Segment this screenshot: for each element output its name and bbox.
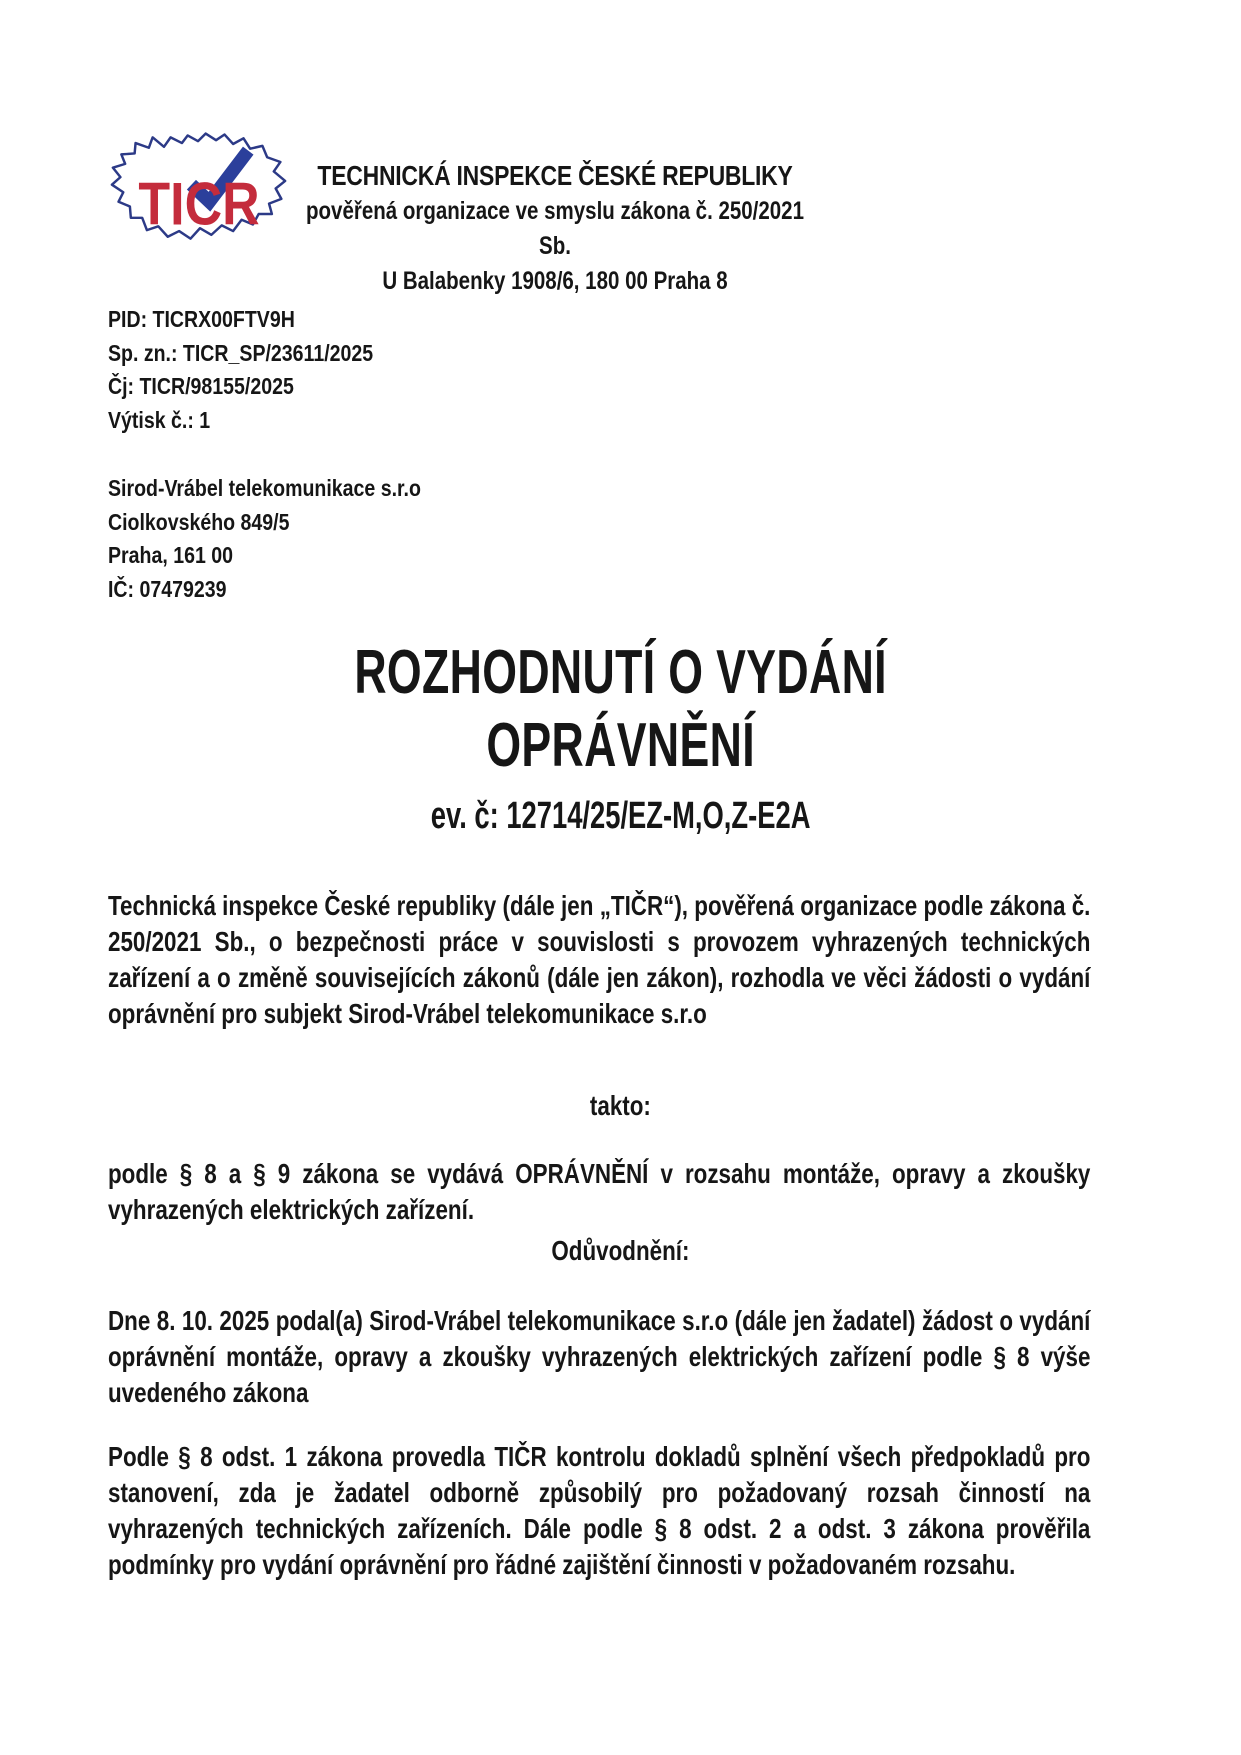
org-address: U Balabenky 1908/6, 180 00 Praha 8 xyxy=(382,267,728,295)
org-subtitle: pověřená organizace ve smyslu zákona č. 250/2021 Sb. xyxy=(306,197,804,260)
recipient-city: Praha, 161 00 xyxy=(108,542,234,568)
document-title-line2: OPRÁVNĚNÍ xyxy=(486,711,755,780)
pid-line: PID: TICRX00FTV9H xyxy=(108,306,295,332)
recipient-street: Ciolkovského 849/5 xyxy=(108,508,290,535)
org-name: TECHNICKÁ INSPEKCE ČESKÉ REPUBLIKY xyxy=(317,160,793,191)
heading-takto: takto: xyxy=(589,1090,651,1121)
ticr-logo xyxy=(104,126,294,268)
letterhead xyxy=(289,158,822,299)
document-meta xyxy=(108,303,373,437)
logo-text: TICR xyxy=(138,169,260,238)
heading-oduvodneni: Odůvodnění: xyxy=(551,1235,690,1266)
sp-zn-line: Sp. zn.: TICR_SP/23611/2025 xyxy=(108,339,374,366)
paragraph-intro: Technická inspekce České republiky (dále jen „TIČR“), pověřená organizace podle zákona č. 250/2021 Sb., o bezpečnosti práce v souvislosti s provozem vyhrazených technických zařízení a o změně souvisejících zákonů (dále jen zákon), rozhodla ve věci žádosti o vydání oprávnění pro subjekt Sirod-Vrábel telekomunikace s.r.o xyxy=(108,890,1091,1029)
ev-number: ev. č: 12714/25/EZ-M,O,Z-E2A xyxy=(430,795,811,837)
recipient-ic: IČ: 07479239 xyxy=(108,575,227,602)
recipient-block xyxy=(108,472,421,606)
document-title xyxy=(108,636,1133,782)
document-title-line1: ROZHODNUTÍ O VYDÁNÍ xyxy=(354,638,887,707)
paragraph-application: Dne 8. 10. 2025 podal(a) Sirod-Vrábel telekomunikace s.r.o (dále jen žadatel) žádost o vydání oprávnění montáže, opravy a zkoušky vyhrazených elektrických zařízení podle § 8 výše uvedeného zákona xyxy=(108,1305,1091,1408)
recipient-name: Sirod-Vrábel telekomunikace s.r.o xyxy=(108,475,421,501)
paragraph-verdict: podle § 8 a § 9 zákona se vydává OPRÁVNĚNÍ v rozsahu montáže, opravy a zkoušky vyhrazených elektrických zařízení. xyxy=(108,1158,1091,1225)
paragraph-review: Podle § 8 odst. 1 zákona provedla TIČR kontrolu dokladů splnění všech předpokladů pro stanovení, zda je žadatel odborně způsobilý pro požadovaný rozsah činností na vyhrazených technických zařízeních. Dále podle § 8 odst. 2 a odst. 3 zákona prověřila podmínky pro vydání oprávnění pro řádné zajištění činnosti v požadovaném rozsahu. xyxy=(108,1441,1091,1580)
cj-line: Čj: TICR/98155/2025 xyxy=(108,373,294,399)
vytisk-line: Výtisk č.: 1 xyxy=(108,406,211,433)
